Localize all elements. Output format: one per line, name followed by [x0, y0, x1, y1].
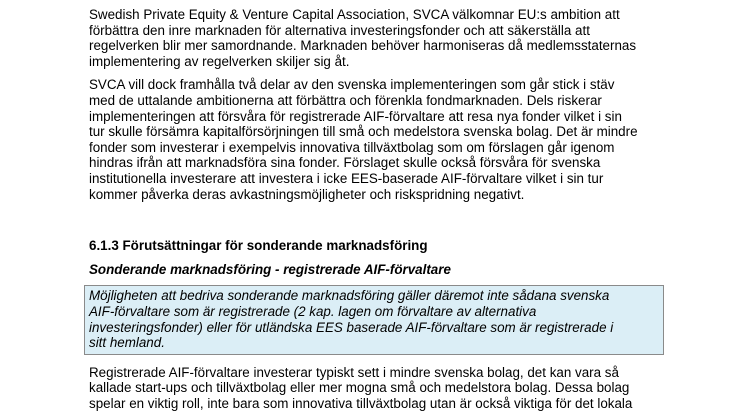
text-line: tur skulle försämra kapitalförsörjningen till små och medelstora svenska bolag. Det är mindre	[89, 124, 638, 140]
section-subheading: Sonderande marknadsföring - registrerade AIF-förvaltare	[89, 261, 451, 277]
text-line: kallade start-ups och tillväxtbolag eller mer mogna små och medelstora bolag. Dessa bolag	[89, 380, 630, 396]
text-line: regelverken blir mer samordnande. Marknaden behöver harmoniseras då medlemsstaternas	[89, 38, 637, 54]
callout-line: AIF-förvaltare som är registrerade (2 kap. lagen om förvaltare av alternativa	[89, 303, 537, 319]
text-line: Swedish Private Equity & Venture Capital Association, SVCA välkomnar EU:s ambition att	[89, 7, 620, 22]
callout-line: Möjligheten att bedriva sonderande marknadsföring gäller däremot inte sådana svenska	[89, 288, 610, 304]
intro-paragraph	[89, 7, 669, 69]
text-line: fonder som investerar i exempelvis innovativa tillväxtbolag som om förslagen går igenom	[89, 139, 615, 155]
text-line: hindras ifrån att marknadsföra sina fonder. Förslaget skulle också försvåra för svenska	[89, 155, 601, 171]
position-paragraph	[89, 77, 669, 202]
text-line: SVCA vill dock framhålla två delar av den svenska implementeringen som går stick i stäv	[89, 77, 615, 93]
quoted-callout-box	[84, 285, 664, 354]
callout-line: investeringsfonder) eller för utländska EES baserade AIF-förvaltare som är registrerade i	[89, 319, 614, 335]
text-line: implementering av regelverken skiljer sig åt.	[89, 53, 350, 69]
callout-line: sitt hemland.	[89, 335, 165, 351]
text-line: implementeringen att försvåra för registrerade AIF-förvaltare att resa nya fonder vilket i sin	[89, 108, 622, 124]
text-line: förbättra den inre marknaden för alternativa investeringsfonder och att säkerställa att	[89, 22, 590, 38]
document-page	[89, 7, 669, 411]
text-line: kommer påverka deras avkastningsmöjligheter och riskspridning negativt.	[89, 186, 525, 202]
text-line: Registrerade AIF-förvaltare investerar typiskt sett i mindre svenska bolag, det kan vara så	[89, 364, 619, 380]
text-line: spelar en viktig roll, inte bara som innovativa tillväxtbolag utan är också viktiga för det lokala	[89, 395, 633, 411]
text-line: med de uttalande ambitionerna att förbättra och förenkla fondmarknaden. Dels riskerar	[89, 92, 602, 108]
section-heading: 6.1.3 Förutsättningar för sonderande marknadsföring	[89, 238, 428, 254]
registered-managers-paragraph	[89, 365, 669, 412]
text-line: institutionella investerare att investera i icke EES-baserade AIF-förvaltare vilket i sin tur	[89, 170, 604, 186]
